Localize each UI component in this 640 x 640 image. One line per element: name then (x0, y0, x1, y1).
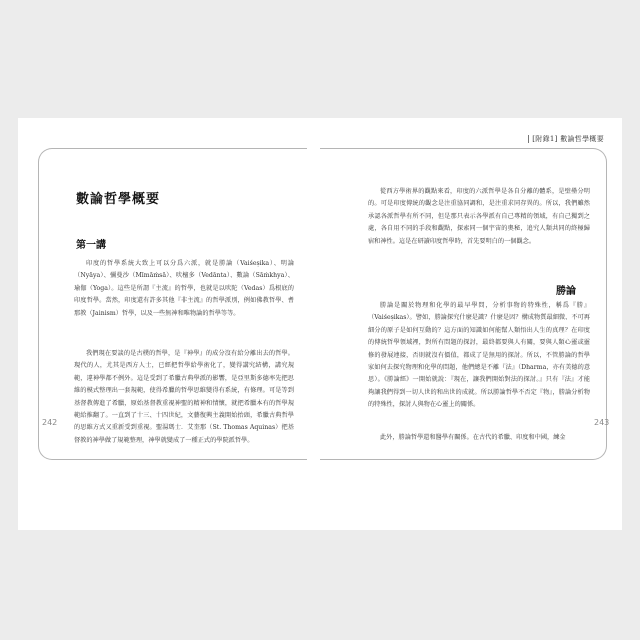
running-head-bar (528, 135, 529, 143)
page-number-right: 243 (594, 418, 610, 427)
paragraph: 印度的哲學系統大致上可以分爲六派，就是勝論（Vaiśeṣika）、明論（Nyāya）、彌曼沙（Mīmāṁsā）、吠檀多（Vedānta）、數論（Sāṁkhya）、瑜伽（Yoga）。這些是所謂『主流』的哲學，也就是以吠陀（Vedas）爲根底的印度哲學。當然，印度還有許多其他『非主流』的哲學派別，例如佛教哲學、耆那教（Jainism）哲學，以及一些無神和唯物論的哲學等等。 (74, 260, 294, 317)
section-title-vaisesika: 勝論 (556, 286, 576, 297)
book-spread (18, 118, 622, 530)
paragraph: 我們現在要談的是古樸的哲學，是『神學』的成分沒有給分離出去的哲學。現代的人，尤其是西方人士，已經把哲學給學術化了，變得講究結構，講究規範，違神學都不例外。這是受到了希臘古典學派的影響，是亞里斯多德率先把思維的模式整理出一套規範，使得希臘的哲學思維變得有系統，有條理。可是等到基督教傳進了希臘，原始基督教重視神聖的精神和情懷，就把希臘本有的哲學規範給推翻了。一直到了十三、十四世紀，文藝復興主義開始抬頭，希臘古典哲學的思維方式又重新受到重視。聖湯瑪士．艾奎那（St. Thomas Aquinas）把基督教的神學做了規範整理，神學就變成了一種正式的學院派哲學。 (74, 350, 294, 444)
paragraph: 此外，勝論哲學還和醫學有關係。在古代的希臘、印度和中國，練金 (380, 434, 566, 441)
paragraph: 從西方學術界的觀點來看，印度的六派哲學是各自分離的體系，是壁壘分明的。可是印度傳統的觀念是注重協同調和，是注重求同存異的。所以，我們雖然承認各派哲學有所不同，但是那只表示各學派有自己專精的領域，有自己獨到之處，各自用不同的手段和觀點，探索同一個宇宙的奧秘，追究人類共同的終極歸宿和神性。這是在研讀印度哲學時，首先要明白的一個觀念。 (368, 188, 590, 245)
section-title-lecture-one: 第一講 (76, 240, 106, 251)
running-head-text: [附錄1] 數論哲學概要 (532, 135, 604, 143)
paragraph: 勝論是關於物理和化學的最早學問，分析事物的特殊性，稱爲『勝』（Vaiśeṣikas）。譬如，勝論探究什麼是識？什麼是因？構成物質最細微、不可再細分的原子是如何互動的？這方面的知識如何能幫人類悟出人生的真理？在印度的傳統哲學領域裡，對所有問題的探討，最終都要與人有關，要與人類心靈或靈修的發展連接，否則就沒有價值，都成了是無用的探討。所以，不管勝論的哲學家如何去探究物理和化學的問題，他們總是不離『法』（Dharma，亦有美德的意思）。《勝論經》一開始就說：『現在，讓我們開始對法的探討。』只有『法』才能夠讓我們得到一切人世的和出世的成就。所以勝論哲學不否定『物』，勝論分析物的特殊性，探討人與物在心靈上的關係。 (368, 302, 590, 409)
chapter-title: 數論哲學概要 (76, 192, 161, 207)
running-head (532, 134, 604, 144)
page-number-left: 242 (42, 418, 58, 427)
right-page (320, 118, 622, 530)
left-page (18, 118, 320, 530)
